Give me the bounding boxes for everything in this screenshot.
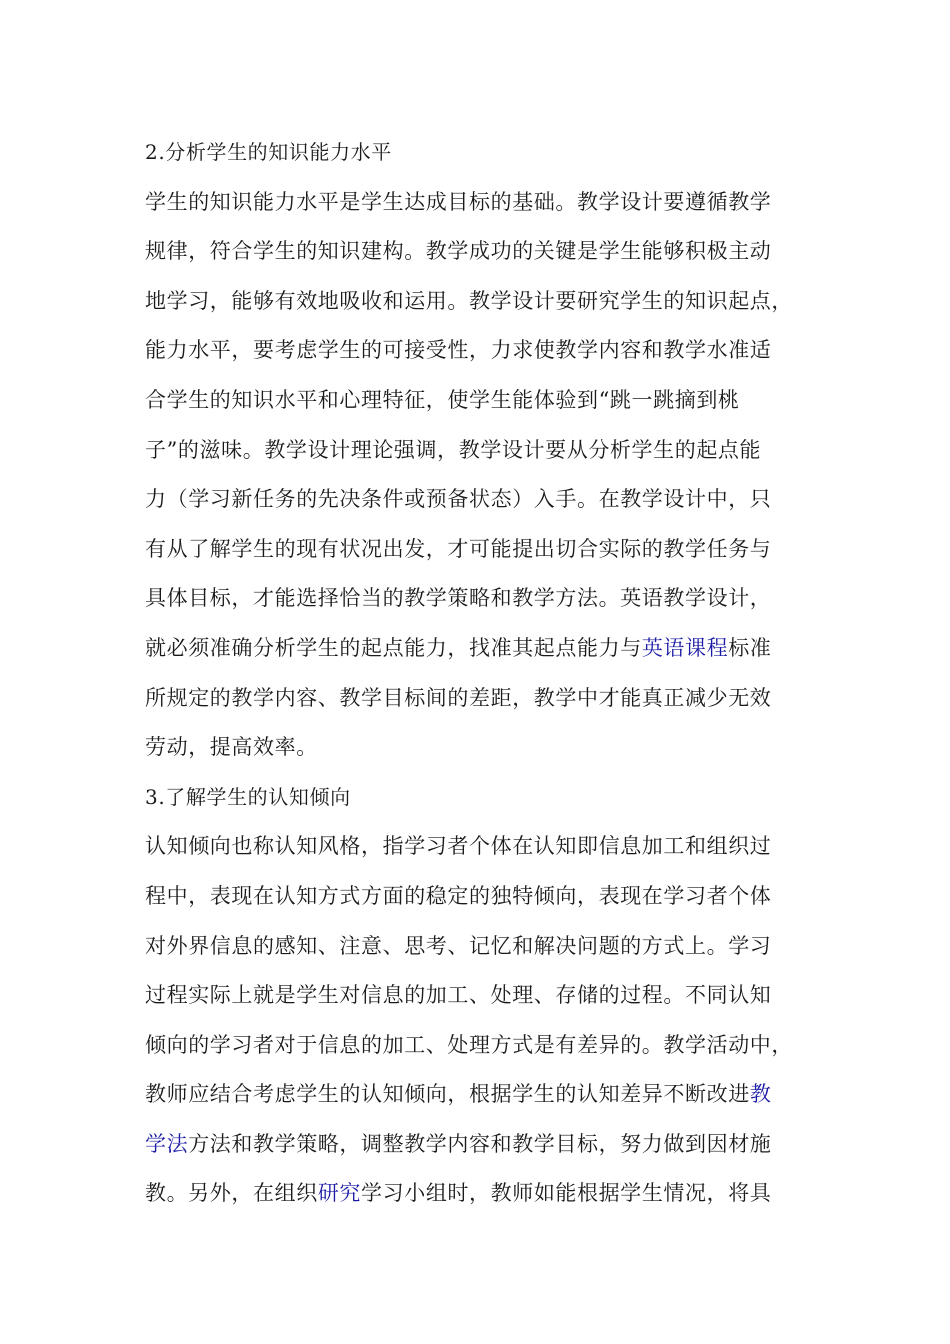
text-segment: 方法和教学策略，调整教学内容和教学目标，努力做到因材施 xyxy=(188,1131,772,1156)
paragraph-line: 子”的滋味。教学设计理论强调，教学设计要从分析学生的起点能 xyxy=(145,437,762,462)
paragraph-line: 程中，表现在认知方式方面的稳定的独特倾向，表现在学习者个体 xyxy=(145,883,772,908)
paragraph-line: 有从了解学生的现有状况出发，才可能提出切合实际的教学任务与 xyxy=(145,536,772,561)
paragraph-line: 劳动，提高效率。 xyxy=(145,735,318,760)
link-teaching-method-part2[interactable]: 学法 xyxy=(145,1131,189,1156)
paragraph-line xyxy=(145,624,805,674)
paragraph-line: 倾向的学习者对于信息的加工、处理方式是有差异的。教学活动中， xyxy=(145,1032,793,1057)
text-segment: 教。另外，在组织 xyxy=(145,1181,318,1206)
text-segment: 标准 xyxy=(728,635,772,660)
document-body xyxy=(145,128,805,1219)
link-teaching-method-part1[interactable]: 教 xyxy=(749,1082,772,1107)
paragraph-line: 过程实际上就是学生对信息的加工、处理、存储的过程。不同认知 xyxy=(145,983,772,1008)
paragraph-line: 力（学习新任务的先决条件或预备状态）入手。在教学设计中，只 xyxy=(145,487,772,512)
paragraph-line: 能力水平，要考虑学生的可接受性，力求使教学内容和教学水准适 xyxy=(145,338,772,363)
paragraph-line: 合学生的知识水平和心理特征，使学生能体验到“跳一跳摘到桃 xyxy=(145,387,740,412)
paragraph-line xyxy=(145,1169,805,1219)
paragraph-line: 对外界信息的感知、注意、思考、记忆和解决问题的方式上。学习 xyxy=(145,933,772,958)
paragraph-line: 学生的知识能力水平是学生达成目标的基础。教学设计要遵循教学 xyxy=(145,189,772,214)
paragraph-line xyxy=(145,1120,805,1170)
section-heading-3: 3.了解学生的认知倾向 xyxy=(145,784,351,809)
paragraph-line: 地学习，能够有效地吸收和运用。教学设计要研究学生的知识起点， xyxy=(145,288,793,313)
link-english-curriculum[interactable]: 英语课程 xyxy=(641,635,729,660)
text-segment: 学习小组时，教师如能根据学生情况，将具 xyxy=(361,1181,772,1206)
text-segment: 教师应结合考虑学生的认知倾向，根据学生的认知差异不断改进 xyxy=(145,1082,750,1107)
link-research[interactable]: 研究 xyxy=(317,1181,362,1206)
text-segment: 就必须准确分析学生的起点能力，找准其起点能力与 xyxy=(145,635,642,660)
paragraph-line: 具体目标，才能选择恰当的教学策略和教学方法。英语教学设计， xyxy=(145,586,772,611)
paragraph-line: 规律，符合学生的知识建构。教学成功的关键是学生能够积极主动 xyxy=(145,239,772,264)
section-heading-2: 2.分析学生的知识能力水平 xyxy=(145,140,392,164)
paragraph-line xyxy=(145,1070,805,1120)
paragraph-line: 认知倾向也称认知风格，指学习者个体在认知即信息加工和组织过 xyxy=(145,834,772,859)
paragraph-line: 所规定的教学内容、教学目标间的差距，教学中才能真正减少无效 xyxy=(145,685,772,710)
